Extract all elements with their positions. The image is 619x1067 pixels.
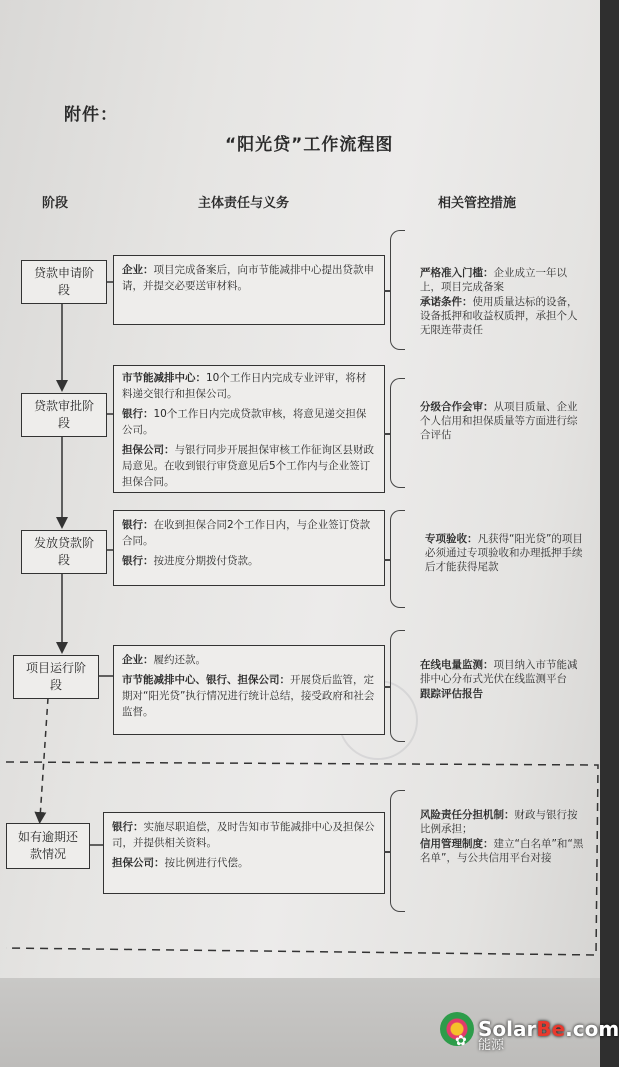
measure-text: 企业成立一年以上，项目完成备案 <box>420 267 567 293</box>
appendix-label: 附件： <box>64 105 118 125</box>
responsibility-box-operation <box>113 645 385 735</box>
duty-text: 与银行同步开展担保审核工作征询区县财政局意见。在收到银行审贷意见后5个工作内与企业签订担保合同。 <box>122 444 374 488</box>
party-label: 银行： <box>122 519 154 531</box>
measure-title: 专项验收： <box>425 533 478 545</box>
measures-operation <box>420 658 586 702</box>
party-label: 担保公司： <box>122 444 175 456</box>
responsibility-box-application <box>113 255 385 325</box>
measure-text: 财政与银行按比例承担； <box>420 809 578 835</box>
party-label: 银行： <box>122 408 154 420</box>
party-label: 银行： <box>122 555 154 567</box>
brace-operation <box>390 630 405 742</box>
measure-text: 项目纳入市节能减排中心分布式光伏在线监测平台 <box>420 659 578 685</box>
brace-application <box>390 230 405 350</box>
measure-text: 建立“白名单”和“黑名单”，与公共信用平台对接 <box>420 838 584 864</box>
measure-title: 风险责任分担机制： <box>420 809 515 821</box>
watermark-brand: SolarBe.com <box>478 1017 619 1041</box>
arrow-4-5 <box>40 698 48 818</box>
measure-title: 跟踪评估报告 <box>420 688 483 700</box>
duty-text: 按比例进行代偿。 <box>164 857 249 869</box>
measure-title: 分级合作会审： <box>420 401 494 413</box>
header-responsibility: 主体责任与义务 <box>198 196 290 211</box>
brace-approval <box>390 378 405 488</box>
duty-text: 在收到担保合同2个工作日内，与企业签订贷款合同。 <box>122 519 371 547</box>
party-label: 银行： <box>112 821 144 833</box>
measures-approval <box>420 400 586 443</box>
stage-box-application: 贷款申请阶段 <box>21 260 107 304</box>
responsibility-box-approval <box>113 365 385 493</box>
measure-title: 在线电量监测： <box>420 659 494 671</box>
brace-overdue <box>390 790 405 912</box>
duty-text: 履约还款。 <box>153 654 206 666</box>
duty-text: 开展贷后监管，定期对“阳光贷”执行情况进行统计总结，接受政府和社会监督。 <box>122 674 375 718</box>
duty-text: 10个工作日内完成专业评审，将材料递交银行和担保公司。 <box>122 372 367 400</box>
page-title: “阳光贷”工作流程图 <box>225 135 394 155</box>
wechat-icon: ✿ <box>455 1033 467 1049</box>
party-label: 担保公司： <box>112 857 165 869</box>
duty-text: 实施尽职追偿，及时告知市节能减排中心及担保公司，并提供相关资料。 <box>112 821 375 849</box>
duty-text: 按进度分期拨付贷款。 <box>153 555 259 567</box>
measure-title: 承诺条件： <box>420 296 473 308</box>
party-label: 市节能减排中心、银行、担保公司： <box>122 674 290 686</box>
watermark <box>440 1012 619 1046</box>
party-label: 企业： <box>122 654 154 666</box>
brace-disbursement <box>390 510 405 608</box>
measure-title: 严格准入门槛： <box>420 267 494 279</box>
measure-text: 从项目质量、企业个人信用和担保质量等方面进行综合评估 <box>420 401 578 441</box>
header-measures: 相关管控措施 <box>438 196 517 211</box>
responsibility-box-overdue <box>103 812 385 894</box>
measure-text: 凡获得“阳光贷”的项目必须通过专项验收和办理抵押手续后才能获得尾款 <box>425 533 583 573</box>
measure-text: 使用质量达标的设备，设备抵押和收益权质押，承担个人无限连带责任 <box>420 296 578 336</box>
stage-box-approval: 贷款审批阶段 <box>21 393 107 437</box>
measures-overdue <box>420 808 586 866</box>
responsibility-box-disbursement <box>113 510 385 586</box>
stage-box-operation: 项目运行阶段 <box>13 655 99 699</box>
watermark-subtitle: 能源 <box>478 1038 505 1053</box>
measures-application <box>420 266 586 338</box>
header-stage: 阶段 <box>42 196 69 211</box>
party-label: 市节能减排中心： <box>122 372 206 384</box>
duty-text: 10个工作日内完成贷款审核，将意见递交担保公司。 <box>122 408 367 436</box>
party-label: 企业： <box>122 264 154 276</box>
duty-text: 项目完成备案后，向市节能减排中心提出贷款申请，并提交必要送审材料。 <box>122 264 374 292</box>
stage-box-overdue: 如有逾期还款情况 <box>6 823 90 869</box>
measure-title: 信用管理制度： <box>420 838 494 850</box>
measures-disbursement <box>425 532 587 575</box>
stage-box-disbursement: 发放贷款阶段 <box>21 530 107 574</box>
